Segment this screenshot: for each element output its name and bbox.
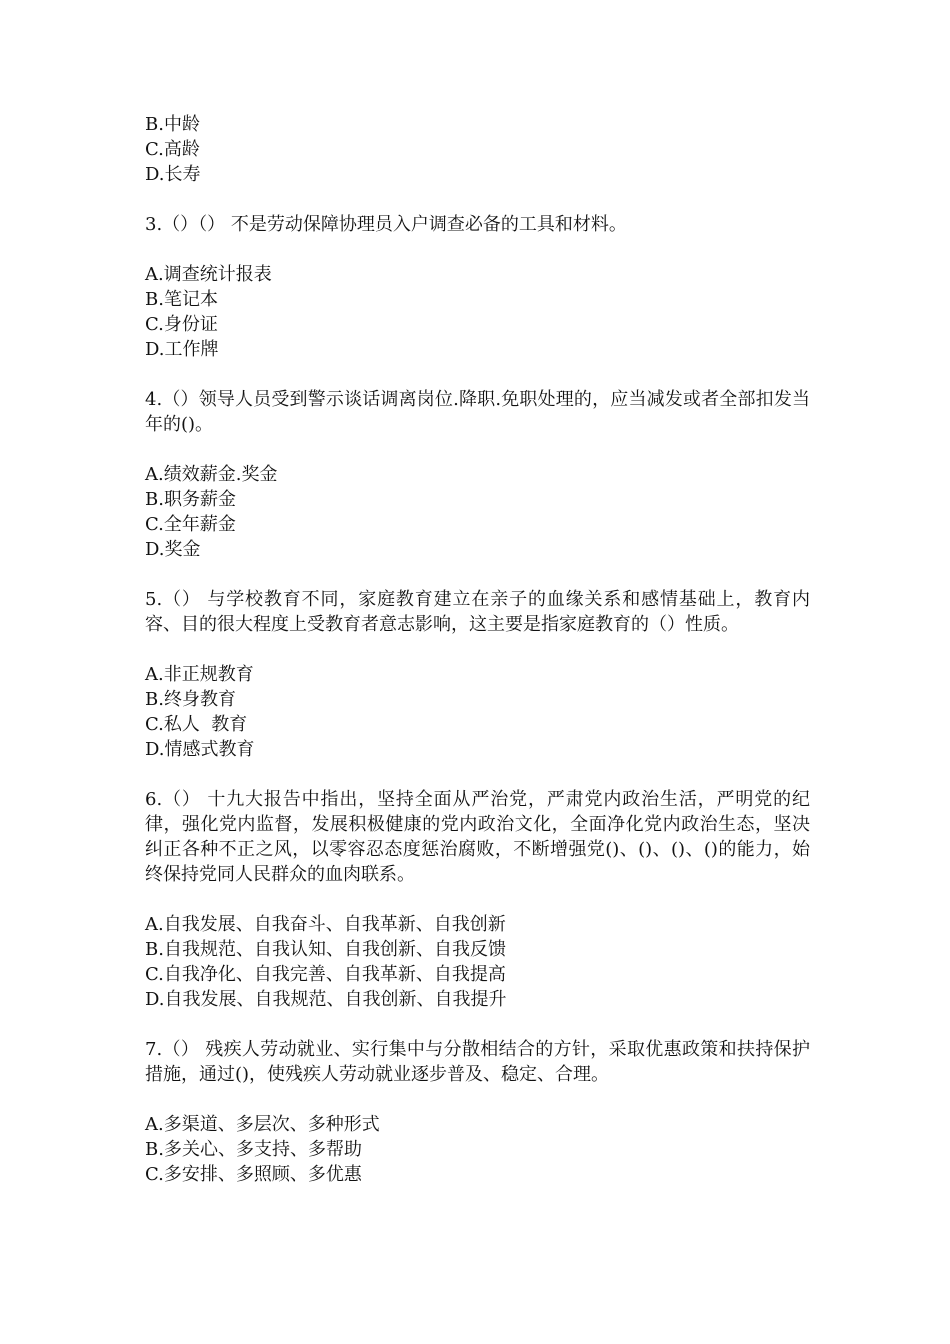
- question-6: [145, 787, 810, 1012]
- option-a: A.绩效薪金.奖金: [145, 464, 278, 485]
- option-list: [145, 1112, 810, 1187]
- question-stem: 7.（） 残疾人劳动就业、实行集中与分散相结合的方针，采取优惠政策和扶持保护措施，通过()，使残疾人劳动就业逐步普及、稳定、合理。: [145, 1039, 810, 1085]
- option-b: B.多关心、多支持、多帮助: [145, 1139, 362, 1160]
- question-7: [145, 1037, 810, 1187]
- option-d: D.长寿: [145, 164, 201, 185]
- option-b: B.笔记本: [145, 289, 218, 310]
- option-d: D.奖金: [145, 539, 201, 560]
- option-list: [145, 662, 810, 762]
- option-c: C.私人 教育: [145, 714, 248, 735]
- option-list: [145, 912, 810, 1012]
- leading-options: [145, 112, 810, 187]
- question-5: [145, 587, 810, 762]
- option-a: A.多渠道、多层次、多种形式: [145, 1114, 380, 1135]
- option-a: A.自我发展、自我奋斗、自我革新、自我创新: [145, 914, 506, 935]
- question-stem: 4.（）领导人员受到警示谈话调离岗位.降职.免职处理的，应当减发或者全部扣发当年的()。: [145, 389, 810, 435]
- option-c: C.身份证: [145, 314, 218, 335]
- question-4: [145, 387, 810, 562]
- option-b: B.职务薪金: [145, 489, 236, 510]
- option-c: C.高龄: [145, 139, 200, 160]
- option-b: B.终身教育: [145, 689, 236, 710]
- option-d: D.情感式教育: [145, 739, 255, 760]
- option-c: C.自我净化、自我完善、自我革新、自我提高: [145, 964, 506, 985]
- document-page: [145, 112, 810, 1187]
- option-b: B.自我规范、自我认知、自我创新、自我反馈: [145, 939, 506, 960]
- option-b: B.中龄: [145, 114, 200, 135]
- question-stem: 3.（）（） 不是劳动保障协理员入户调查必备的工具和材料。: [145, 214, 627, 235]
- option-c: C.全年薪金: [145, 514, 236, 535]
- question-stem: 5.（） 与学校教育不同，家庭教育建立在亲子的血缘关系和感情基础上，教育内容、目的很大程度上受教育者意志影响，这主要是指家庭教育的（）性质。: [145, 589, 810, 635]
- option-list: [145, 462, 810, 562]
- question-3: [145, 212, 810, 362]
- question-stem: 6.（） 十九大报告中指出，坚持全面从严治党，严肃党内政治生活，严明党的纪律，强化党内监督，发展积极健康的党内政治文化，全面净化党内政治生态，坚决纠正各种不正之风，以零容忍态度惩治腐败，不断增强党()、()、()、()的能力，始终保持党同人民群众的血肉联系。: [145, 789, 810, 885]
- option-d: D.工作牌: [145, 339, 219, 360]
- option-a: A.非正规教育: [145, 664, 254, 685]
- option-d: D.自我发展、自我规范、自我创新、自我提升: [145, 989, 507, 1010]
- option-c: C.多安排、多照顾、多优惠: [145, 1164, 362, 1185]
- option-list: [145, 262, 810, 362]
- option-a: A.调查统计报表: [145, 264, 272, 285]
